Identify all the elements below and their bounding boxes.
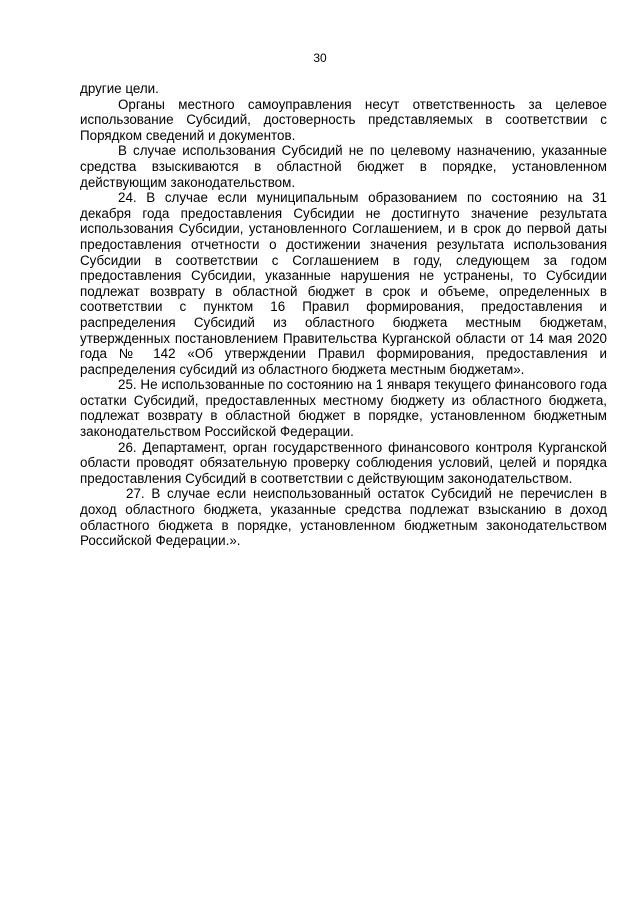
paragraph-continuation: другие цели. bbox=[80, 81, 159, 96]
document-body bbox=[80, 81, 607, 549]
paragraph-misuse-recovery: В случае использования Субсидий не по целевому назначению, указанные средства взыскиваются в областной бюджет в порядке, установленном действующим законодательством. bbox=[80, 143, 607, 190]
paragraph-item-25: 25. Не использованные по состоянию на 1 января текущего финансового года остатки Субсидий, предоставленных местному бюджету из областного бюджета, подлежат возврату в областной бюджет в порядке, установленном бюджетным законодательством Российской Федерации. bbox=[80, 377, 607, 440]
paragraph-item-27: 27. В случае если неиспользованный остаток Субсидий не перечислен в доход областного бюджета, указанные средства подлежат взысканию в доход областного бюджета в порядке, установленном бюджетным законодательством Российской Федерации.». bbox=[80, 486, 607, 549]
page-number: 30 bbox=[313, 51, 327, 65]
paragraph-item-24: 24. В случае если муниципальным образованием по состоянию на 31 декабря года предоставления Субсидии не достигнуто значение результата использования Субсидии, установленного Соглашением, и в срок до первой даты предоставления отчетности о достижении значения результата использования Субсидии в соответствии с Соглашением в году, следующем за годом предоставления Субсидии, указанные нарушения не устранены, то Субсидии подлежат возврату в областной бюджет в срок и объеме, определенных в соответствии с пунктом 16 Правил формирования, предоставления и распределения Субсидий из областного бюджета местным бюджетам, утвержденных постановлением Правительства Курганской области от 14 мая 2020 года № 142 «Об утверждении Правил формирования, предоставления и распределения субсидий из областного бюджета местным бюджетам». bbox=[80, 190, 607, 377]
paragraph-item-26: 26. Департамент, орган государственного финансового контроля Курганской области проводят обязательную проверку соблюдения условий, целей и порядка предоставления Субсидий в соответствии с действующим законодательством. bbox=[80, 439, 607, 486]
paragraph-responsibility: Органы местного самоуправления несут ответственность за целевое использование Субсидий, достоверность представляемых в соответствии с Порядком сведений и документов. bbox=[80, 96, 607, 143]
